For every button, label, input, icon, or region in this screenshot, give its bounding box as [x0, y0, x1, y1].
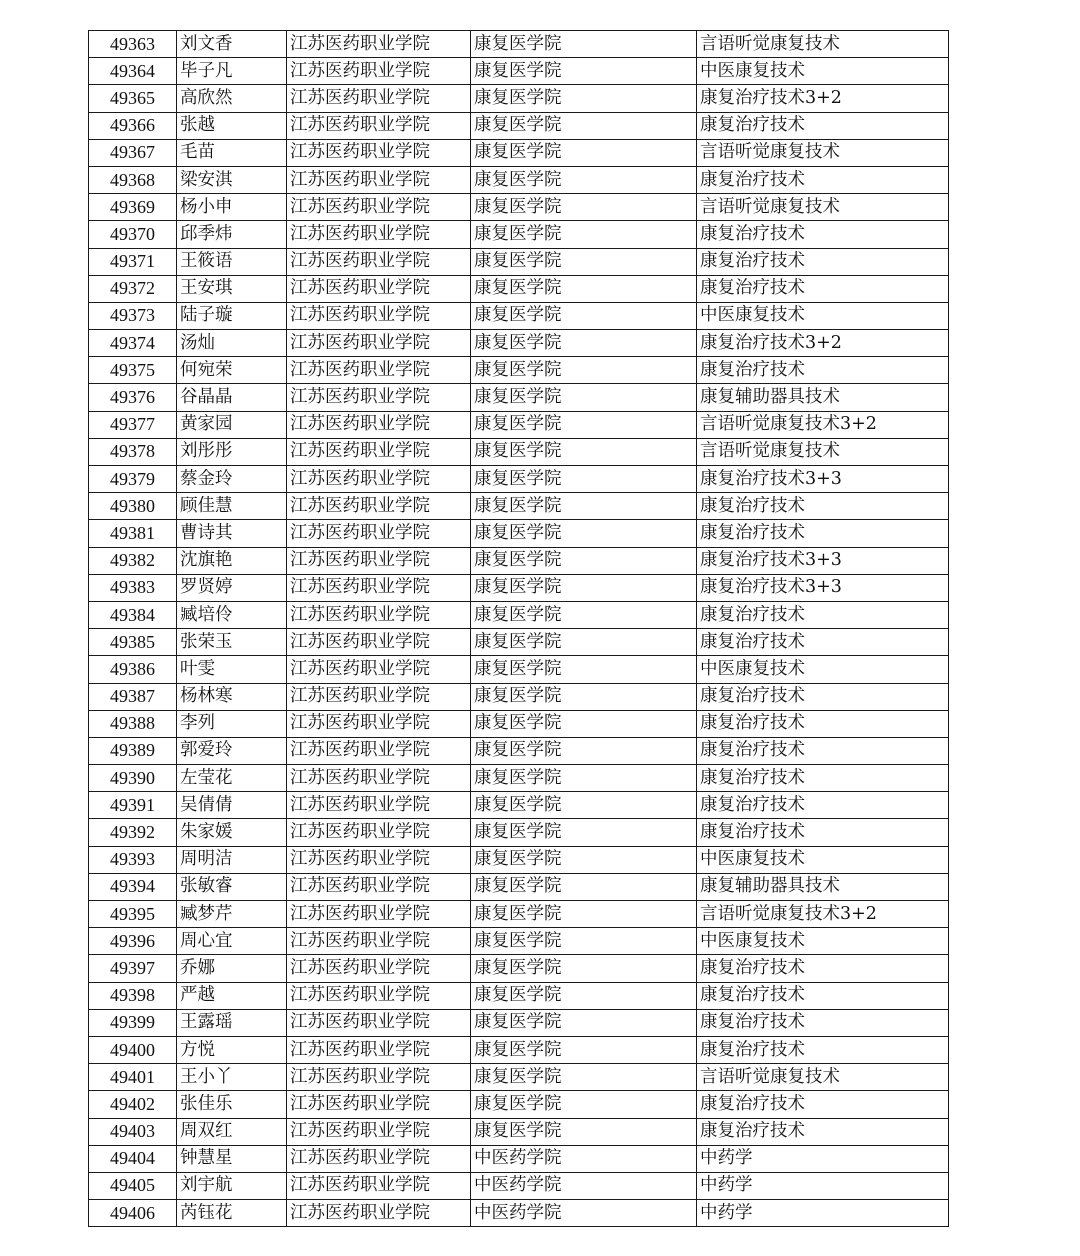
table-row — [89, 438, 949, 465]
school-cell: 江苏医药职业学院 — [287, 629, 471, 656]
major-cell: 中药学 — [697, 1145, 949, 1172]
school-cell: 江苏医药职业学院 — [287, 58, 471, 85]
school-cell: 江苏医药职业学院 — [287, 411, 471, 438]
table-row — [89, 656, 949, 683]
table-row — [89, 466, 949, 493]
college-cell: 康复医学院 — [471, 982, 697, 1009]
table-row — [89, 1145, 949, 1172]
school-cell: 江苏医药职业学院 — [287, 1172, 471, 1199]
student-number-cell: 49398 — [89, 982, 177, 1009]
name-cell: 乔娜 — [177, 955, 287, 982]
college-cell: 康复医学院 — [471, 1091, 697, 1118]
major-cell: 康复治疗技术 — [697, 601, 949, 628]
name-cell: 芮钰花 — [177, 1200, 287, 1227]
name-cell: 刘宇航 — [177, 1172, 287, 1199]
college-cell: 康复医学院 — [471, 873, 697, 900]
name-cell: 王安琪 — [177, 275, 287, 302]
student-number-cell: 49387 — [89, 683, 177, 710]
major-cell: 言语听觉康复技术 — [697, 139, 949, 166]
student-number-cell: 49397 — [89, 955, 177, 982]
major-cell: 康复治疗技术 — [697, 819, 949, 846]
school-cell: 江苏医药职业学院 — [287, 221, 471, 248]
student-number-cell: 49400 — [89, 1036, 177, 1063]
table-row — [89, 601, 949, 628]
table-row — [89, 1009, 949, 1036]
table-row — [89, 411, 949, 438]
name-cell: 叶雯 — [177, 656, 287, 683]
college-cell: 康复医学院 — [471, 466, 697, 493]
school-cell: 江苏医药职业学院 — [287, 384, 471, 411]
name-cell: 方悦 — [177, 1036, 287, 1063]
name-cell: 朱家媛 — [177, 819, 287, 846]
college-cell: 康复医学院 — [471, 819, 697, 846]
major-cell: 中药学 — [697, 1172, 949, 1199]
college-cell: 康复医学院 — [471, 901, 697, 928]
major-cell: 康复治疗技术 — [697, 248, 949, 275]
school-cell: 江苏医药职业学院 — [287, 112, 471, 139]
table-row — [89, 139, 949, 166]
student-number-cell: 49405 — [89, 1172, 177, 1199]
college-cell: 康复医学院 — [471, 302, 697, 329]
major-cell: 言语听觉康复技术 — [697, 438, 949, 465]
school-cell: 江苏医药职业学院 — [287, 710, 471, 737]
name-cell: 张荣玉 — [177, 629, 287, 656]
major-cell: 康复治疗技术 — [697, 737, 949, 764]
name-cell: 张越 — [177, 112, 287, 139]
student-number-cell: 49403 — [89, 1118, 177, 1145]
table-row — [89, 1200, 949, 1227]
major-cell: 康复治疗技术 — [697, 1036, 949, 1063]
college-cell: 康复医学院 — [471, 601, 697, 628]
name-cell: 张佳乐 — [177, 1091, 287, 1118]
school-cell: 江苏医药职业学院 — [287, 819, 471, 846]
name-cell: 汤灿 — [177, 330, 287, 357]
student-number-cell: 49370 — [89, 221, 177, 248]
major-cell: 康复治疗技术 — [697, 493, 949, 520]
school-cell: 江苏医药职业学院 — [287, 31, 471, 58]
student-number-cell: 49401 — [89, 1064, 177, 1091]
name-cell: 刘彤彤 — [177, 438, 287, 465]
major-cell: 康复治疗技术3+2 — [697, 85, 949, 112]
name-cell: 周双红 — [177, 1118, 287, 1145]
school-cell: 江苏医药职业学院 — [287, 520, 471, 547]
table-row — [89, 629, 949, 656]
major-cell: 中医康复技术 — [697, 656, 949, 683]
college-cell: 康复医学院 — [471, 737, 697, 764]
table-row — [89, 384, 949, 411]
table-row — [89, 248, 949, 275]
student-number-cell: 49374 — [89, 330, 177, 357]
major-cell: 康复治疗技术 — [697, 275, 949, 302]
college-cell: 康复医学院 — [471, 384, 697, 411]
school-cell: 江苏医药职业学院 — [287, 357, 471, 384]
school-cell: 江苏医药职业学院 — [287, 1091, 471, 1118]
table-row — [89, 955, 949, 982]
student-number-cell: 49367 — [89, 139, 177, 166]
student-number-cell: 49382 — [89, 547, 177, 574]
table-body — [89, 31, 949, 1227]
school-cell: 江苏医药职业学院 — [287, 85, 471, 112]
table-row — [89, 520, 949, 547]
college-cell: 康复医学院 — [471, 112, 697, 139]
student-number-cell: 49386 — [89, 656, 177, 683]
student-number-cell: 49391 — [89, 792, 177, 819]
school-cell: 江苏医药职业学院 — [287, 846, 471, 873]
table-row — [89, 574, 949, 601]
name-cell: 沈旗艳 — [177, 547, 287, 574]
school-cell: 江苏医药职业学院 — [287, 493, 471, 520]
student-number-cell: 49378 — [89, 438, 177, 465]
table-row — [89, 737, 949, 764]
school-cell: 江苏医药职业学院 — [287, 1200, 471, 1227]
college-cell: 康复医学院 — [471, 683, 697, 710]
major-cell: 康复治疗技术3+3 — [697, 466, 949, 493]
school-cell: 江苏医药职业学院 — [287, 1036, 471, 1063]
name-cell: 陆子璇 — [177, 302, 287, 329]
student-number-cell: 49396 — [89, 928, 177, 955]
college-cell: 康复医学院 — [471, 846, 697, 873]
major-cell: 康复治疗技术 — [697, 520, 949, 547]
name-cell: 臧培伶 — [177, 601, 287, 628]
college-cell: 康复医学院 — [471, 438, 697, 465]
college-cell: 康复医学院 — [471, 955, 697, 982]
college-cell: 康复医学院 — [471, 1064, 697, 1091]
school-cell: 江苏医药职业学院 — [287, 275, 471, 302]
table-row — [89, 112, 949, 139]
student-number-cell: 49384 — [89, 601, 177, 628]
major-cell: 康复治疗技术 — [697, 629, 949, 656]
name-cell: 钟慧星 — [177, 1145, 287, 1172]
school-cell: 江苏医药职业学院 — [287, 656, 471, 683]
major-cell: 康复治疗技术 — [697, 1091, 949, 1118]
school-cell: 江苏医药职业学院 — [287, 574, 471, 601]
student-number-cell: 49372 — [89, 275, 177, 302]
major-cell: 康复治疗技术 — [697, 683, 949, 710]
table-row — [89, 547, 949, 574]
college-cell: 康复医学院 — [471, 710, 697, 737]
major-cell: 康复辅助器具技术 — [697, 384, 949, 411]
table-row — [89, 357, 949, 384]
name-cell: 高欣然 — [177, 85, 287, 112]
major-cell: 言语听觉康复技术3+2 — [697, 901, 949, 928]
table-row — [89, 1091, 949, 1118]
name-cell: 李列 — [177, 710, 287, 737]
college-cell: 康复医学院 — [471, 928, 697, 955]
student-number-cell: 49371 — [89, 248, 177, 275]
student-number-cell: 49383 — [89, 574, 177, 601]
major-cell: 康复治疗技术3+3 — [697, 547, 949, 574]
student-number-cell: 49381 — [89, 520, 177, 547]
school-cell: 江苏医药职业学院 — [287, 1009, 471, 1036]
major-cell: 康复治疗技术 — [697, 765, 949, 792]
table-row — [89, 765, 949, 792]
student-number-cell: 49402 — [89, 1091, 177, 1118]
student-number-cell: 49393 — [89, 846, 177, 873]
table-row — [89, 31, 949, 58]
table-row — [89, 166, 949, 193]
name-cell: 周明洁 — [177, 846, 287, 873]
major-cell: 康复治疗技术 — [697, 955, 949, 982]
name-cell: 杨林寒 — [177, 683, 287, 710]
name-cell: 王小丫 — [177, 1064, 287, 1091]
name-cell: 王筱语 — [177, 248, 287, 275]
college-cell: 康复医学院 — [471, 792, 697, 819]
name-cell: 左莹花 — [177, 765, 287, 792]
major-cell: 中医康复技术 — [697, 928, 949, 955]
school-cell: 江苏医药职业学院 — [287, 466, 471, 493]
table-row — [89, 873, 949, 900]
major-cell: 康复治疗技术 — [697, 357, 949, 384]
school-cell: 江苏医药职业学院 — [287, 139, 471, 166]
school-cell: 江苏医药职业学院 — [287, 1064, 471, 1091]
college-cell: 康复医学院 — [471, 221, 697, 248]
student-number-cell: 49406 — [89, 1200, 177, 1227]
name-cell: 邱季炜 — [177, 221, 287, 248]
college-cell: 中医药学院 — [471, 1200, 697, 1227]
school-cell: 江苏医药职业学院 — [287, 765, 471, 792]
name-cell: 谷晶晶 — [177, 384, 287, 411]
college-cell: 康复医学院 — [471, 493, 697, 520]
school-cell: 江苏医药职业学院 — [287, 955, 471, 982]
major-cell: 康复治疗技术 — [697, 1118, 949, 1145]
college-cell: 康复医学院 — [471, 656, 697, 683]
college-cell: 康复医学院 — [471, 330, 697, 357]
table-row — [89, 792, 949, 819]
major-cell: 言语听觉康复技术3+2 — [697, 411, 949, 438]
college-cell: 中医药学院 — [471, 1145, 697, 1172]
table-row — [89, 302, 949, 329]
name-cell: 吴倩倩 — [177, 792, 287, 819]
school-cell: 江苏医药职业学院 — [287, 683, 471, 710]
college-cell: 康复医学院 — [471, 629, 697, 656]
school-cell: 江苏医药职业学院 — [287, 901, 471, 928]
student-number-cell: 49369 — [89, 194, 177, 221]
school-cell: 江苏医药职业学院 — [287, 601, 471, 628]
major-cell: 中药学 — [697, 1200, 949, 1227]
student-number-cell: 49399 — [89, 1009, 177, 1036]
college-cell: 康复医学院 — [471, 1036, 697, 1063]
name-cell: 曹诗其 — [177, 520, 287, 547]
table-row — [89, 85, 949, 112]
major-cell: 中医康复技术 — [697, 58, 949, 85]
name-cell: 张敏睿 — [177, 873, 287, 900]
school-cell: 江苏医药职业学院 — [287, 547, 471, 574]
name-cell: 杨小申 — [177, 194, 287, 221]
major-cell: 中医康复技术 — [697, 302, 949, 329]
student-number-cell: 49375 — [89, 357, 177, 384]
name-cell: 刘文香 — [177, 31, 287, 58]
name-cell: 王露瑶 — [177, 1009, 287, 1036]
major-cell: 康复治疗技术 — [697, 982, 949, 1009]
college-cell: 中医药学院 — [471, 1172, 697, 1199]
school-cell: 江苏医药职业学院 — [287, 928, 471, 955]
student-number-cell: 49380 — [89, 493, 177, 520]
school-cell: 江苏医药职业学院 — [287, 194, 471, 221]
college-cell: 康复医学院 — [471, 547, 697, 574]
college-cell: 康复医学院 — [471, 411, 697, 438]
table-row — [89, 275, 949, 302]
name-cell: 臧梦芹 — [177, 901, 287, 928]
table-row — [89, 683, 949, 710]
student-number-cell: 49379 — [89, 466, 177, 493]
college-cell: 康复医学院 — [471, 248, 697, 275]
student-number-cell: 49388 — [89, 710, 177, 737]
student-number-cell: 49364 — [89, 58, 177, 85]
student-number-cell: 49385 — [89, 629, 177, 656]
college-cell: 康复医学院 — [471, 58, 697, 85]
table-row — [89, 928, 949, 955]
college-cell: 康复医学院 — [471, 357, 697, 384]
table-row — [89, 58, 949, 85]
table-row — [89, 1036, 949, 1063]
table-row — [89, 710, 949, 737]
student-number-cell: 49376 — [89, 384, 177, 411]
name-cell: 郭爱玲 — [177, 737, 287, 764]
student-number-cell: 49365 — [89, 85, 177, 112]
school-cell: 江苏医药职业学院 — [287, 982, 471, 1009]
major-cell: 康复治疗技术 — [697, 792, 949, 819]
major-cell: 康复治疗技术 — [697, 112, 949, 139]
name-cell: 梁安淇 — [177, 166, 287, 193]
school-cell: 江苏医药职业学院 — [287, 737, 471, 764]
student-number-cell: 49395 — [89, 901, 177, 928]
name-cell: 毕子凡 — [177, 58, 287, 85]
school-cell: 江苏医药职业学院 — [287, 302, 471, 329]
table-row — [89, 493, 949, 520]
major-cell: 言语听觉康复技术 — [697, 31, 949, 58]
table-row — [89, 1172, 949, 1199]
school-cell: 江苏医药职业学院 — [287, 248, 471, 275]
name-cell: 毛苗 — [177, 139, 287, 166]
college-cell: 康复医学院 — [471, 1118, 697, 1145]
student-number-cell: 49392 — [89, 819, 177, 846]
table-row — [89, 901, 949, 928]
college-cell: 康复医学院 — [471, 765, 697, 792]
name-cell: 何宛荣 — [177, 357, 287, 384]
school-cell: 江苏医药职业学院 — [287, 873, 471, 900]
student-number-cell: 49390 — [89, 765, 177, 792]
school-cell: 江苏医药职业学院 — [287, 1145, 471, 1172]
college-cell: 康复医学院 — [471, 139, 697, 166]
college-cell: 康复医学院 — [471, 85, 697, 112]
college-cell: 康复医学院 — [471, 520, 697, 547]
student-number-cell: 49394 — [89, 873, 177, 900]
student-number-cell: 49363 — [89, 31, 177, 58]
major-cell: 康复治疗技术3+3 — [697, 574, 949, 601]
student-number-cell: 49389 — [89, 737, 177, 764]
college-cell: 康复医学院 — [471, 1009, 697, 1036]
school-cell: 江苏医药职业学院 — [287, 166, 471, 193]
table-row — [89, 1064, 949, 1091]
major-cell: 康复治疗技术 — [697, 166, 949, 193]
name-cell: 周心宜 — [177, 928, 287, 955]
table-row — [89, 846, 949, 873]
student-number-cell: 49404 — [89, 1145, 177, 1172]
table-row — [89, 1118, 949, 1145]
major-cell: 康复治疗技术 — [697, 710, 949, 737]
college-cell: 康复医学院 — [471, 31, 697, 58]
table-row — [89, 330, 949, 357]
name-cell: 顾佳慧 — [177, 493, 287, 520]
school-cell: 江苏医药职业学院 — [287, 438, 471, 465]
major-cell: 康复治疗技术 — [697, 221, 949, 248]
college-cell: 康复医学院 — [471, 275, 697, 302]
student-number-cell: 49373 — [89, 302, 177, 329]
major-cell: 言语听觉康复技术 — [697, 194, 949, 221]
student-number-cell: 49366 — [89, 112, 177, 139]
major-cell: 康复辅助器具技术 — [697, 873, 949, 900]
table-row — [89, 221, 949, 248]
name-cell: 严越 — [177, 982, 287, 1009]
school-cell: 江苏医药职业学院 — [287, 330, 471, 357]
school-cell: 江苏医药职业学院 — [287, 792, 471, 819]
table-row — [89, 194, 949, 221]
major-cell: 康复治疗技术 — [697, 1009, 949, 1036]
school-cell: 江苏医药职业学院 — [287, 1118, 471, 1145]
table-row — [89, 982, 949, 1009]
student-number-cell: 49368 — [89, 166, 177, 193]
student-list-table — [88, 30, 949, 1227]
student-number-cell: 49377 — [89, 411, 177, 438]
college-cell: 康复医学院 — [471, 574, 697, 601]
table-row — [89, 819, 949, 846]
name-cell: 罗贤婷 — [177, 574, 287, 601]
name-cell: 蔡金玲 — [177, 466, 287, 493]
major-cell: 中医康复技术 — [697, 846, 949, 873]
major-cell: 言语听觉康复技术 — [697, 1064, 949, 1091]
major-cell: 康复治疗技术3+2 — [697, 330, 949, 357]
college-cell: 康复医学院 — [471, 194, 697, 221]
name-cell: 黄家园 — [177, 411, 287, 438]
college-cell: 康复医学院 — [471, 166, 697, 193]
